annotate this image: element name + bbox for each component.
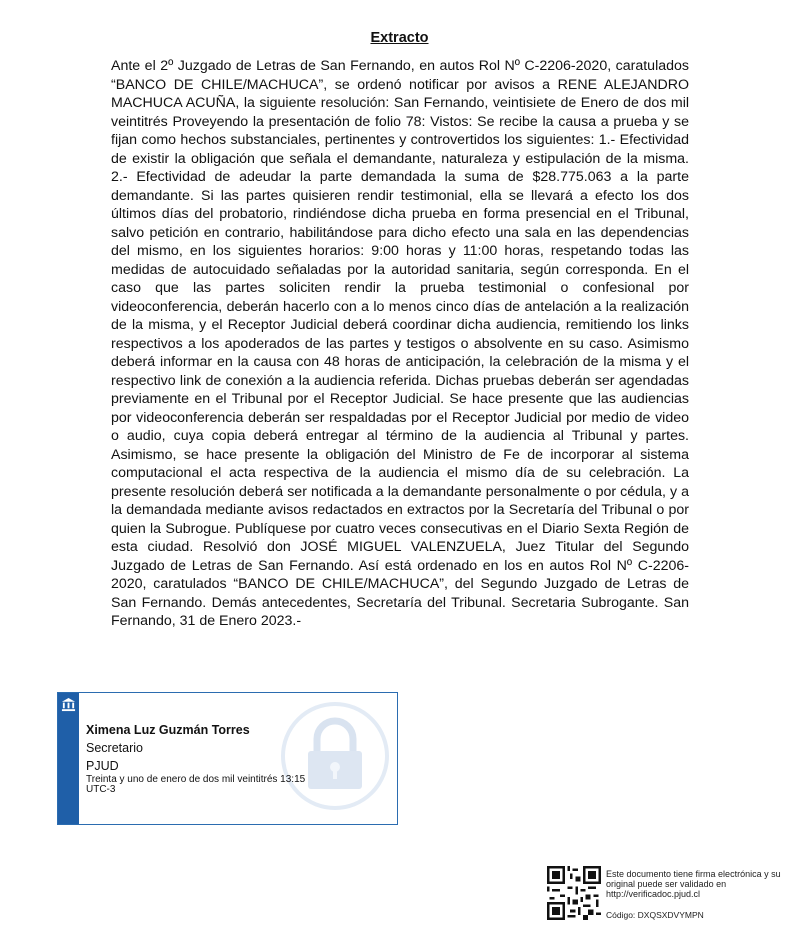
qr-code-icon bbox=[547, 866, 601, 920]
signer-role: Secretario bbox=[86, 741, 143, 755]
signer-org: PJUD bbox=[86, 759, 119, 773]
body-paragraph: Ante el 2º Juzgado de Letras de San Fernando, en autos Rol Nº C-2206-2020, caratulados “BANCO DE CHILE/MACHUCA”, se ordenó notificar por avisos a RENE ALEJANDRO MACHUCA ACUÑA, la siguiente resolución: San Fernando, veintisiete de Enero de dos mil veintitrés Proveyendo la presentación de folio 78: Vistos: Se recibe la causa a prueba y se fijan como hechos substanciales, pertinentes y controvertidos los siguientes: 1.- Efectividad de existir la obligación que señala el demandante, naturaleza y estipulación de la misma. 2.- Efectividad de adeudar la parte demandada la suma de $28.775.063 a la parte demandante. Si las partes quisieren rendir testimonial, ella se llevará a efecto los dos últimos días del probatorio, rindiéndose dicha prueba en forma presencial en el Tribunal, salvo petición en contrario, habilitándose para dicho efecto una sala en las dependencias del mismo, en los siguientes horarios: 9:00 horas y 11:00 horas, respetando todas las medidas de autocuidado señaladas por la autoridad sanitaria, según corresponda. En el caso que las partes soliciten rendir la prueba testimonial o confesional por videoconferencia, deberán hacerlo con a lo menos cinco días de antelación a la realización de la misma, y el Receptor Judicial deberá coordinar dicha audiencia, remitiendo los links respectivos a los apoderados de las partes y testigos o absolvente en su caso. Asimismo deberá informar en la causa con 48 horas de anticipación, la celebración de la misma y el respectivo link de conexión a la audiencia referida. Dichas pruebas deberán ser agendadas previamente en el Tribunal por el Receptor Judicial. Se hace presente que las audiencias por videoconferencia deberán ser respaldadas por el Receptor Judicial por medio de video o audio, cuya copia deberá entregar al término de la audiencia al Tribunal y partes. Asimismo, se hace presente la obligación del Ministro de Fe de incorporar al sistema computacional el acta respectiva de la audiencia el mismo día de su celebración. La presente resolución deberá ser notificada a la demandante personalmente o por cédula, y a la demandada mediante avisos redactados en extractos por la Secretaría del Tribunal o por quien la Subrogue. Publíquese por cuatro veces consecutivas en el Diario Sexta Región de esta ciudad. Resolvió don JOSÉ MIGUEL VALENZUELA, Juez Titular del Segundo Juzgado de Letras de San Fernando. Así está ordenado en los en autos Rol Nº C-2206-2020, caratulados “BANCO DE CHILE/MACHUCA”, del Segundo Juzgado de Letras de San Fernando. Demás antecedentes, Secretaría del Tribunal. Secretaria Subrogante. San Fernando, 31 de Enero 2023.- bbox=[111, 58, 689, 629]
document-title: Extracto bbox=[370, 30, 429, 46]
signature-box bbox=[57, 692, 398, 825]
document-body bbox=[111, 57, 689, 631]
signature-date: Treinta y uno de enero de dos mil veintitrés 13:15 UTC-3 bbox=[86, 774, 306, 795]
verification-text: Este documento tiene firma electrónica y su original puede ser validado en http://verificadoc.pjud.cl bbox=[606, 869, 781, 899]
signer-name: Ximena Luz Guzmán Torres bbox=[86, 723, 250, 737]
signature-side-bar bbox=[58, 693, 79, 824]
verification-code: Código: DXQSXDVYMPN bbox=[606, 910, 704, 920]
bank-icon bbox=[61, 697, 76, 712]
verification-note bbox=[606, 869, 788, 899]
